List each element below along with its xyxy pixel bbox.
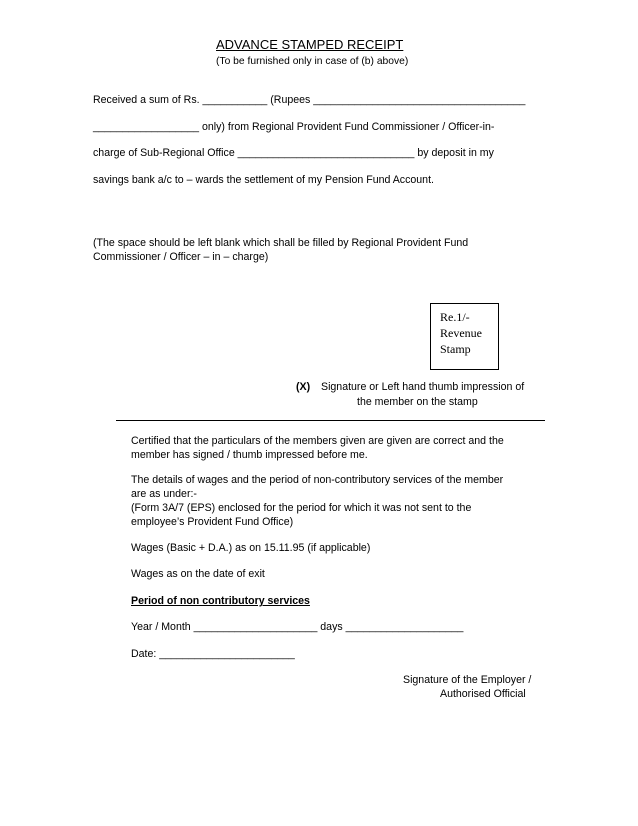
date-line: Date: _______________________ — [131, 648, 295, 660]
receipt-line-1: Received a sum of Rs. ___________ (Rupees ____________________________________ — [93, 94, 526, 106]
page-subtitle: (To be furnished only in case of (b) above) — [216, 56, 409, 67]
employer-signature-line-2: Authorised Official — [440, 688, 526, 700]
stamp-line-2: Revenue — [440, 326, 482, 340]
wages-exit-line: Wages as on the date of exit — [131, 568, 265, 580]
wages-basic-line: Wages (Basic + D.A.) as on 15.11.95 (if applicable) — [131, 542, 371, 554]
year-month-line: Year / Month _____________________ days ____________________ — [131, 621, 464, 633]
member-signature-line-1: Signature or Left hand thumb impression of — [321, 381, 525, 393]
stamp-line-1: Re.1/- — [440, 310, 470, 324]
section-divider — [116, 420, 545, 421]
details-line-2: are as under:- — [131, 488, 197, 500]
employer-signature-line-1: Signature of the Employer / — [403, 674, 532, 686]
period-heading: Period of non contributory services — [131, 595, 310, 607]
note-line-2: Commissioner / Officer – in – charge) — [93, 251, 269, 263]
details-line-4: employee’s Provident Fund Office) — [131, 516, 294, 528]
member-mark: (X) — [296, 381, 311, 393]
receipt-line-2: __________________ only) from Regional Provident Fund Commissioner / Officer-in- — [93, 121, 495, 133]
details-line-3: (Form 3A/7 (EPS) enclosed for the period for which it was not sent to the — [131, 502, 472, 514]
details-line-1: The details of wages and the period of non-contributory services of the member — [131, 474, 504, 486]
receipt-line-4: savings bank a/c to – wards the settlement of my Pension Fund Account. — [93, 174, 434, 186]
certified-line-1: Certified that the particulars of the members given are given are correct and the — [131, 435, 504, 447]
member-signature-line-2: the member on the stamp — [357, 396, 478, 408]
page-title: ADVANCE STAMPED RECEIPT — [216, 37, 404, 52]
stamp-line-3: Stamp — [440, 342, 471, 356]
certified-line-2: member has signed / thumb impressed before me. — [131, 449, 368, 461]
note-line-1: (The space should be left blank which shall be filled by Regional Provident Fund — [93, 237, 469, 249]
receipt-line-3: charge of Sub-Regional Office ______________________________ by deposit in my — [93, 147, 494, 159]
revenue-stamp-box — [430, 303, 499, 370]
